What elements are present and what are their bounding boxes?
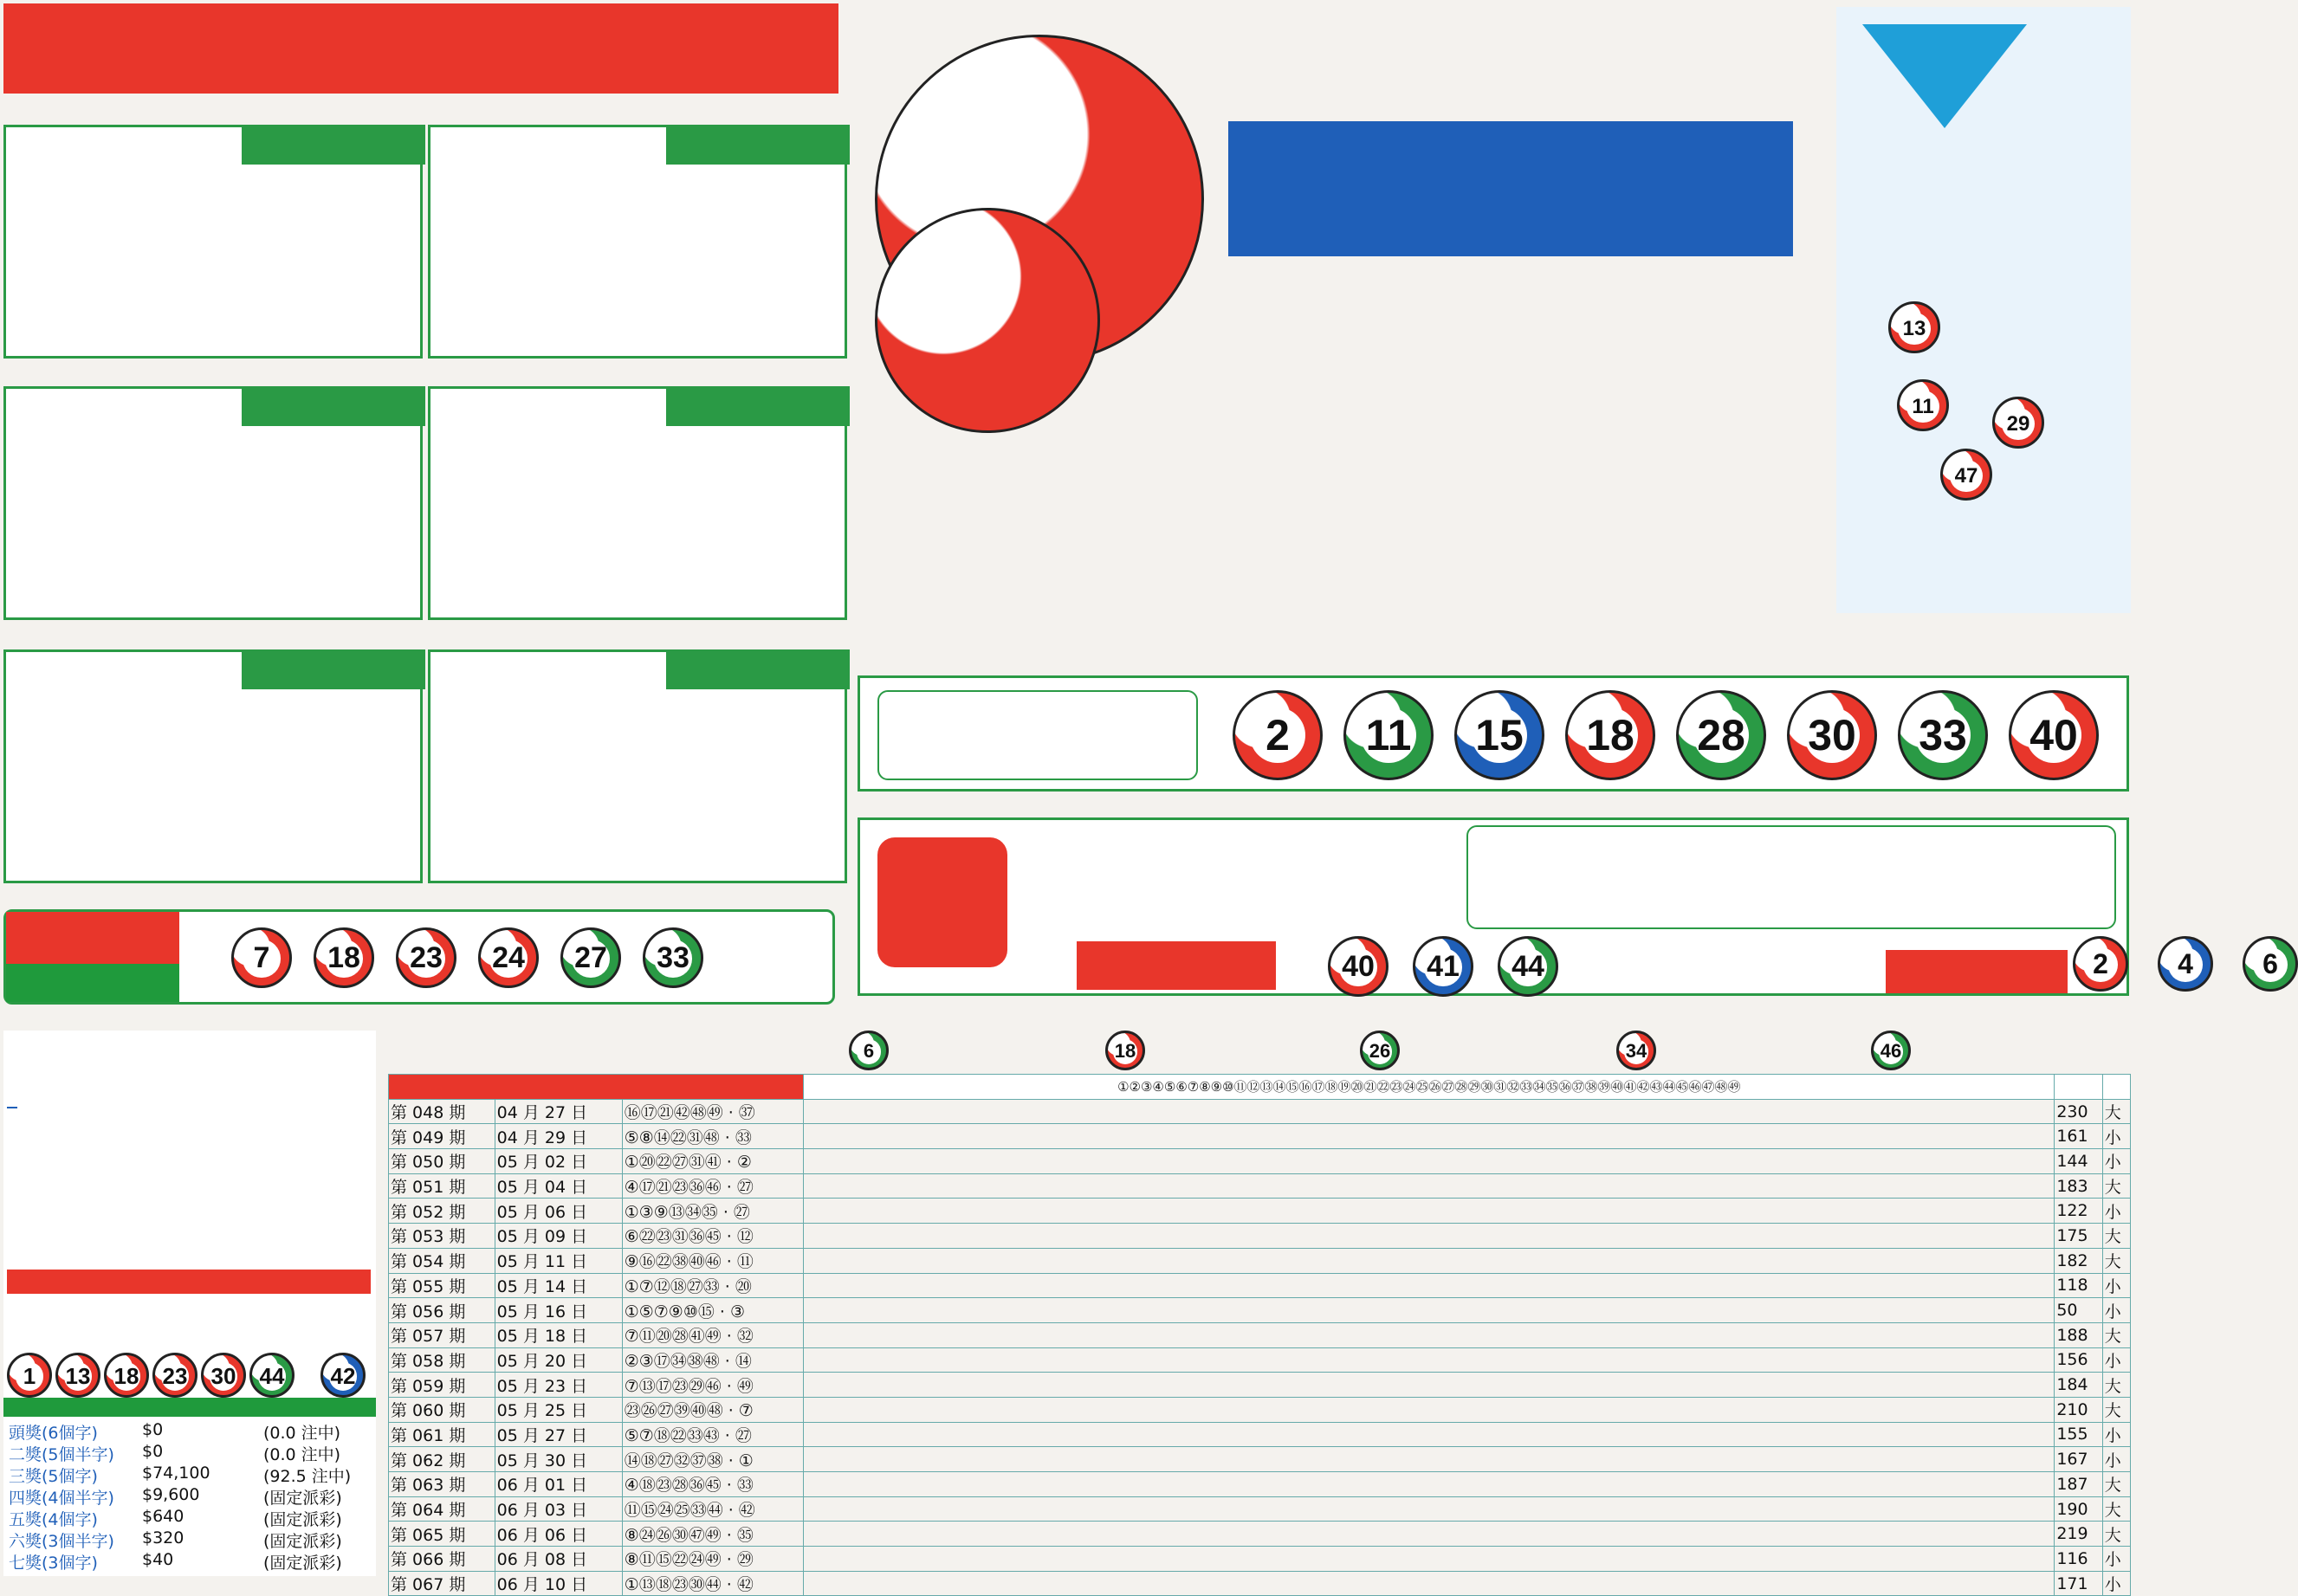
tip-box-3 [3,386,423,620]
row-size: 小 [2102,1347,2130,1373]
row-cell: 05 月 16 日 [495,1298,622,1323]
table-row [389,1422,2131,1447]
prize-name: 五獎(4個字) [9,1510,98,1529]
row-cell: 第 049 期 [389,1124,495,1149]
row-sum: 175 [2055,1224,2102,1249]
top-ball: 34 [1616,1031,1656,1070]
row-cell: 第 055 期 [389,1273,495,1298]
prize-name: 六獎(3個半字) [9,1532,114,1551]
row-dots [804,1496,2055,1522]
row-cell: 第 067 期 [389,1571,495,1596]
row-sum: 171 [2055,1571,2102,1596]
recommend-ball: 33 [1898,690,1988,780]
logo-ball: 13 [1888,301,1940,353]
row-cell: ⑧⑪⑮㉒㉔㊾ · ㉙ [622,1547,804,1572]
row-cell: ⑭⑱㉗㉜㊲㊳ · ① [622,1447,804,1472]
row-cell: 第 059 期 [389,1373,495,1398]
row-cell: 05 月 14 日 [495,1273,622,1298]
main-ball: 40 [1328,936,1389,997]
prize-name: 三獎(5個字) [9,1467,98,1486]
mark-ball: 23 [152,1353,197,1398]
range-title [1228,121,1793,256]
prize-amount: $0 [142,1420,164,1439]
top-ball: 46 [1871,1031,1911,1070]
row-cell: ⑯⑰㉑㊷㊽㊾ · ㊲ [622,1099,804,1124]
row-cell: 05 月 11 日 [495,1248,622,1273]
recommend-ball: 11 [1343,690,1434,780]
wangmen-panel [3,909,835,1005]
tip-number [666,162,850,352]
row-cell: 05 月 02 日 [495,1149,622,1174]
row-cell: 05 月 04 日 [495,1173,622,1199]
row-cell: 第 066 期 [389,1547,495,1572]
row-sum: 144 [2055,1149,2102,1174]
row-dots [804,1322,2055,1347]
wangmen-ball: 7 [231,927,292,988]
tip-tag [666,649,850,689]
row-size: 大 [2102,1472,2130,1497]
row-size: 小 [2102,1124,2130,1149]
row-size: 大 [2102,1173,2130,1199]
row-cell: 第 057 期 [389,1322,495,1347]
mark-ball: 18 [104,1353,149,1398]
special-text [1466,825,2116,929]
row-cell: 06 月 06 日 [495,1522,622,1547]
row-cell: 第 054 期 [389,1248,495,1273]
row-size: 大 [2102,1373,2130,1398]
table-row [389,1522,2131,1547]
table-row [389,1547,2131,1572]
logo-ball: 29 [1992,397,2044,449]
row-cell: ④⑰㉑㉓㊱㊻ · ㉗ [622,1173,804,1199]
mark-ball: 44 [249,1353,295,1398]
row-dots [804,1547,2055,1572]
table-row [389,1199,2131,1224]
prize-amount: $320 [142,1528,184,1548]
row-sum: 190 [2055,1496,2102,1522]
tip-number [242,687,425,877]
wangmen-ball: 24 [478,927,539,988]
row-cell: 05 月 27 日 [495,1422,622,1447]
recommend-panel [858,675,2129,792]
tip-tag [242,649,425,689]
row-cell: 第 065 期 [389,1522,495,1547]
row-cell: ①③⑨⑬㉞㉟ · ㉗ [622,1199,804,1224]
special-panel [858,817,2278,996]
table-row [389,1099,2131,1124]
row-size: 小 [2102,1199,2130,1224]
row-cell: ①⑤⑦⑨⑩⑮ · ③ [622,1298,804,1323]
table-row [389,1347,2131,1373]
row-sum: 161 [2055,1124,2102,1149]
row-cell: 第 058 期 [389,1347,495,1373]
table-row [389,1496,2131,1522]
logo-triangle [1862,24,2027,128]
prize-count: (92.5 注中) [263,1467,352,1486]
top-ball: 18 [1105,1031,1145,1070]
row-dots [804,1149,2055,1174]
row-size: 大 [2102,1496,2130,1522]
sum-header [2055,1075,2102,1100]
row-size: 大 [2102,1099,2130,1124]
row-cell: 05 月 20 日 [495,1347,622,1373]
logo-ball: 47 [1940,449,1992,501]
row-sum: 116 [2055,1547,2102,1572]
row-sum: 50 [2055,1298,2102,1323]
row-size: 小 [2102,1547,2130,1572]
prize-count: (固定派彩) [263,1532,342,1551]
main-ball: 44 [1498,936,1558,997]
row-cell: 第 060 期 [389,1397,495,1422]
logo-panel [1836,7,2131,613]
row-size: 小 [2102,1273,2130,1298]
row-cell: 第 056 期 [389,1298,495,1323]
row-cell: ⑨⑯㉒㊳㊵㊻ · ⑪ [622,1248,804,1273]
sub-ball: 4 [2158,936,2213,992]
treasure-panel [3,1031,376,1576]
row-cell: 05 月 30 日 [495,1447,622,1472]
prize-name: 頭獎(6個字) [9,1424,98,1443]
row-cell: ⑪⑮㉔㉕㉝㊹ · ㊷ [622,1496,804,1522]
recommend-ball: 30 [1787,690,1877,780]
prize-header [3,1398,376,1417]
row-cell: ⑦⑬⑰㉓㉙㊻ · ㊾ [622,1373,804,1398]
prize-name: 七獎(3個字) [9,1554,98,1573]
row-cell: 第 048 期 [389,1099,495,1124]
row-dots [804,1273,2055,1298]
sub-label [1886,950,2068,993]
row-sum: 183 [2055,1173,2102,1199]
table-row [389,1248,2131,1273]
recommend-ball: 2 [1233,690,1323,780]
table-row [389,1373,2131,1398]
table-row [389,1173,2131,1199]
prize-count: (0.0 注中) [263,1445,341,1464]
row-dots [804,1373,2055,1398]
row-size: 小 [2102,1422,2130,1447]
table-row [389,1273,2131,1298]
row-sum: 156 [2055,1347,2102,1373]
row-size: 大 [2102,1397,2130,1422]
tip-number [666,687,850,877]
row-cell: 05 月 09 日 [495,1224,622,1249]
table-row [389,1447,2131,1472]
row-dots [804,1472,2055,1497]
row-cell: 05 月 25 日 [495,1397,622,1422]
row-cell: 06 月 03 日 [495,1496,622,1522]
row-cell: ⑦⑪⑳㉘㊶㊾ · ㉜ [622,1322,804,1347]
table-row [389,1322,2131,1347]
row-cell: 第 062 期 [389,1447,495,1472]
number-header: ①②③④⑤⑥⑦⑧⑨⑩⑪⑫⑬⑭⑮⑯⑰⑱⑲⑳㉑㉒㉓㉔㉕㉖㉗㉘㉙㉚㉛㉜㉝㉞㉟㊱㊲㊳㊴㊵㊶㊷㊸㊹㊺㊻㊼㊽㊾ [804,1075,2055,1100]
main-label [1077,941,1276,990]
rules-title [7,1107,17,1108]
row-cell: ⑧㉔㉖㉚㊼㊾ · ㉟ [622,1522,804,1547]
row-dots [804,1447,2055,1472]
row-cell: 第 064 期 [389,1496,495,1522]
legend [7,1270,371,1294]
tip-number [666,423,850,614]
results-grid [388,1074,2131,1596]
row-size: 大 [2102,1224,2130,1249]
header-bar [3,3,838,94]
row-cell: 05 月 18 日 [495,1322,622,1347]
tip-box-2 [428,125,847,359]
row-cell: ⑤⑧⑭㉒㉛㊽ · ㉝ [622,1124,804,1149]
mark-ball: 1 [7,1353,52,1398]
tip-box-6 [428,649,847,883]
row-sum: 118 [2055,1273,2102,1298]
prize-count: (固定派彩) [263,1510,342,1529]
tip-box-1 [3,125,423,359]
prize-amount: $74,100 [142,1464,210,1483]
row-cell: ⑤⑦⑱㉒㉝㊸ · ㉗ [622,1422,804,1447]
table-row [389,1571,2131,1596]
tip-box-4 [428,386,847,620]
row-sum: 188 [2055,1322,2102,1347]
row-dots [804,1397,2055,1422]
row-dots [804,1522,2055,1547]
prize-amount: $0 [142,1442,164,1461]
tip-tag [242,386,425,426]
row-cell: 06 月 10 日 [495,1571,622,1596]
top-ball: 26 [1360,1031,1400,1070]
row-dots [804,1199,2055,1224]
table-row [389,1298,2131,1323]
mark-ball: 13 [55,1353,100,1398]
row-cell: ④⑱㉓㉘㊱㊺ · ㉝ [622,1472,804,1497]
grid-title [389,1075,804,1100]
row-sum: 184 [2055,1373,2102,1398]
row-cell: ①⑬⑱㉓㉚㊹ · ㊷ [622,1571,804,1596]
row-sum: 187 [2055,1472,2102,1497]
row-dots [804,1298,2055,1323]
row-cell: 04 月 27 日 [495,1099,622,1124]
row-size: 大 [2102,1248,2130,1273]
size-header [2102,1075,2130,1100]
row-cell: 第 061 期 [389,1422,495,1447]
row-size: 大 [2102,1522,2130,1547]
table-row [389,1472,2131,1497]
row-dots [804,1099,2055,1124]
table-row [389,1224,2131,1249]
row-dots [804,1173,2055,1199]
row-size: 大 [2102,1322,2130,1347]
row-size: 小 [2102,1149,2130,1174]
wangmen-ball: 18 [314,927,374,988]
main-ball: 41 [1413,936,1473,997]
row-cell: 04 月 29 日 [495,1124,622,1149]
row-dots [804,1422,2055,1447]
prize-count: (固定派彩) [263,1554,342,1573]
row-cell: ㉓㉖㉗㊴㊵㊽ · ⑦ [622,1397,804,1422]
row-dots [804,1347,2055,1373]
prize-name: 二獎(5個半字) [9,1445,114,1464]
tip-number [242,423,425,614]
wangmen-ball: 27 [560,927,621,988]
row-size: 小 [2102,1447,2130,1472]
recommend-ball: 15 [1454,690,1544,780]
row-sum: 167 [2055,1447,2102,1472]
wangmen-ball: 33 [643,927,703,988]
row-dots [804,1224,2055,1249]
sub-ball: 6 [2243,936,2298,992]
prize-count: (0.0 注中) [263,1424,341,1443]
prize-amount: $9,600 [142,1485,200,1504]
row-cell: 第 052 期 [389,1199,495,1224]
recommend-ball: 28 [1676,690,1766,780]
row-size: 小 [2102,1571,2130,1596]
row-cell: 第 050 期 [389,1149,495,1174]
row-sum: 230 [2055,1099,2102,1124]
horseshoe-icon [877,837,1007,967]
table-row [389,1397,2131,1422]
wangmen-title [6,912,179,964]
recommend-ball: 40 [2009,690,2099,780]
mark-special-ball: 42 [320,1353,366,1398]
table-row [389,1149,2131,1174]
recommend-text [877,690,1198,780]
row-cell: ①⑦⑫⑱㉗㉝ · ⑳ [622,1273,804,1298]
tip-tag [242,125,425,165]
row-sum: 219 [2055,1522,2102,1547]
row-cell: 05 月 06 日 [495,1199,622,1224]
sub-ball: 2 [2073,936,2128,992]
row-sum: 182 [2055,1248,2102,1273]
row-dots [804,1248,2055,1273]
recommend-ball: 18 [1565,690,1655,780]
row-cell: 06 月 01 日 [495,1472,622,1497]
wangmen-ball: 23 [396,927,456,988]
tip-box-5 [3,649,423,883]
row-cell: 第 063 期 [389,1472,495,1497]
tip-number [242,162,425,352]
prize-name: 四獎(4個半字) [9,1489,114,1508]
row-sum: 122 [2055,1199,2102,1224]
row-cell: ②③⑰㉞㊳㊽ · ⑭ [622,1347,804,1373]
row-dots [804,1124,2055,1149]
row-cell: 06 月 08 日 [495,1547,622,1572]
ball-2 [875,208,1100,433]
row-cell: 第 053 期 [389,1224,495,1249]
row-cell: ⑥㉒㉓㉛㊱㊺ · ⑫ [622,1224,804,1249]
prize-amount: $640 [142,1507,184,1526]
row-size: 小 [2102,1298,2130,1323]
logo-ball: 11 [1897,379,1949,431]
prize-amount: $40 [142,1550,174,1569]
tip-tag [666,386,850,426]
row-cell: 05 月 23 日 [495,1373,622,1398]
table-row [389,1124,2131,1149]
prize-count: (固定派彩) [263,1489,342,1508]
row-cell: 第 051 期 [389,1173,495,1199]
mark-ball: 30 [201,1353,246,1398]
row-cell: ①⑳㉒㉗㉛㊶ · ② [622,1149,804,1174]
row-dots [804,1571,2055,1596]
row-sum: 210 [2055,1397,2102,1422]
row-sum: 155 [2055,1422,2102,1447]
wangmen-sub [6,964,179,1002]
top-ball: 6 [849,1031,889,1070]
tip-tag [666,125,850,165]
